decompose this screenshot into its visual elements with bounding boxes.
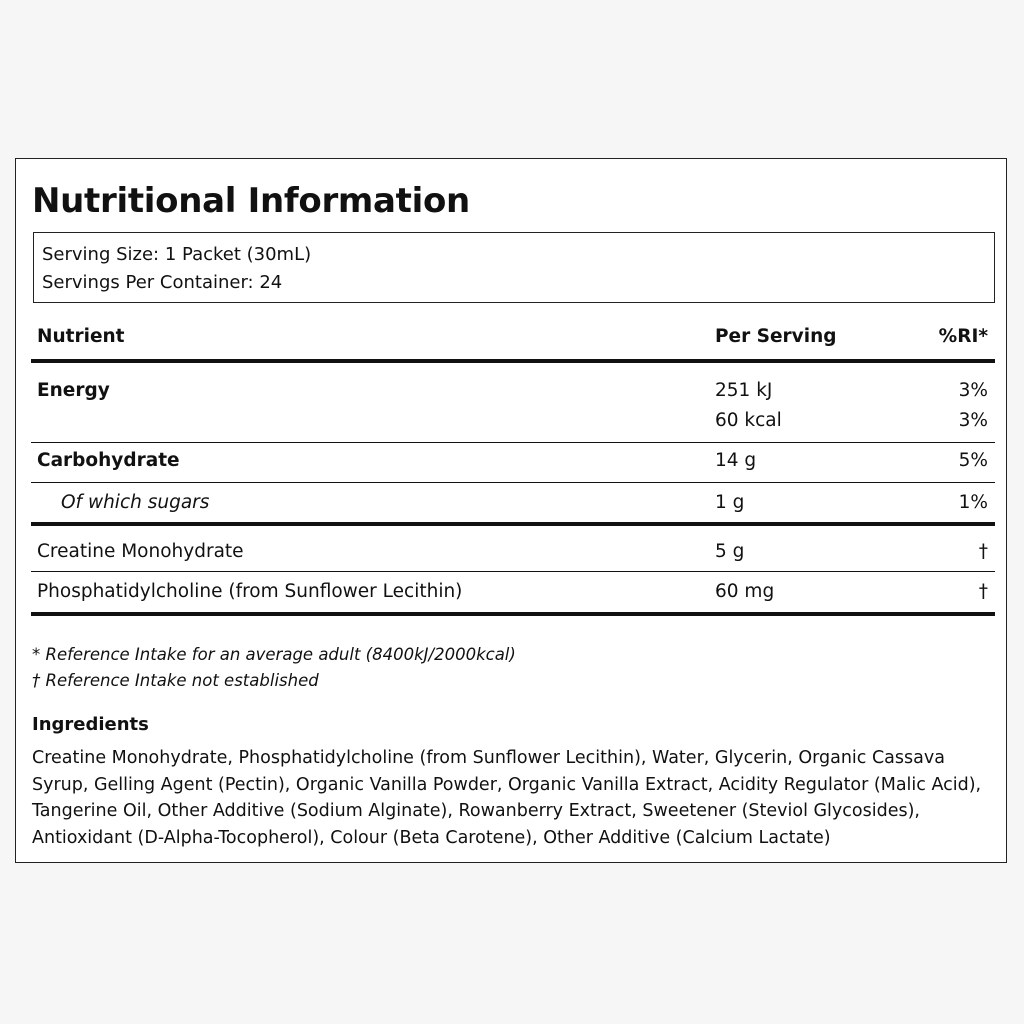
table-row [31, 526, 995, 572]
serving-size: Serving Size: 1 Packet (30mL) [42, 244, 312, 265]
header-ri: %RI* [938, 326, 988, 347]
footnotes [32, 642, 516, 694]
ingredients-title: Ingredients [32, 714, 149, 735]
per-serving-value: 60 kcal [715, 410, 782, 431]
nutrition-panel [15, 158, 1007, 863]
ri-footnote: * Reference Intake for an average adult (8400kJ/2000kcal) [32, 645, 516, 664]
per-serving-value: 14 g [715, 450, 757, 471]
table-row [31, 403, 995, 443]
dagger-footnote: † Reference Intake not established [32, 671, 319, 690]
nutrient-name: Energy [37, 380, 110, 401]
nutrition-table [31, 319, 995, 616]
ri-value: 1% [958, 492, 988, 513]
ri-value: 3% [958, 380, 988, 401]
ri-value: † [978, 581, 988, 602]
table-header [31, 319, 995, 363]
nutrient-name: Creatine Monohydrate [37, 541, 244, 562]
serving-info-box [33, 232, 995, 303]
nutrient-name: Phosphatidylcholine (from Sunflower Lecithin) [37, 581, 463, 602]
page-title: Nutritional Information [32, 181, 470, 221]
per-serving-value: 60 mg [715, 581, 775, 602]
ri-value: 5% [958, 450, 988, 471]
nutrient-name: Carbohydrate [37, 450, 180, 471]
table-row [31, 363, 995, 403]
nutrient-name: Of which sugars [61, 492, 210, 513]
ri-value: 3% [958, 410, 988, 431]
header-nutrient: Nutrient [37, 326, 125, 347]
ri-value: † [978, 541, 988, 562]
header-per-serving: Per Serving [715, 326, 837, 347]
per-serving-value: 251 kJ [715, 380, 773, 401]
table-row [31, 483, 995, 526]
table-row [31, 443, 995, 483]
servings-per-container: Servings Per Container: 24 [42, 272, 283, 293]
per-serving-value: 1 g [715, 492, 745, 513]
table-row [31, 572, 995, 616]
per-serving-value: 5 g [715, 541, 745, 562]
ingredients-text: Creatine Monohydrate, Phosphatidylcholine (from Sunflower Lecithin), Water, Glycerin, Organic Cassava Syrup, Gelling Agent (Pectin), Organic Vanilla Powder, Organic Vanilla Extract, Acidity Regulator (Malic Acid), Tangerine Oil, Other Additive (Sodium Alginate), Rowanberry Extract, Sweetener (Steviol Glycosides), Antioxidant (D-Alpha-Tocopherol), Colour (Beta Carotene), Other Additive (Calcium Lactate) [32, 748, 982, 848]
